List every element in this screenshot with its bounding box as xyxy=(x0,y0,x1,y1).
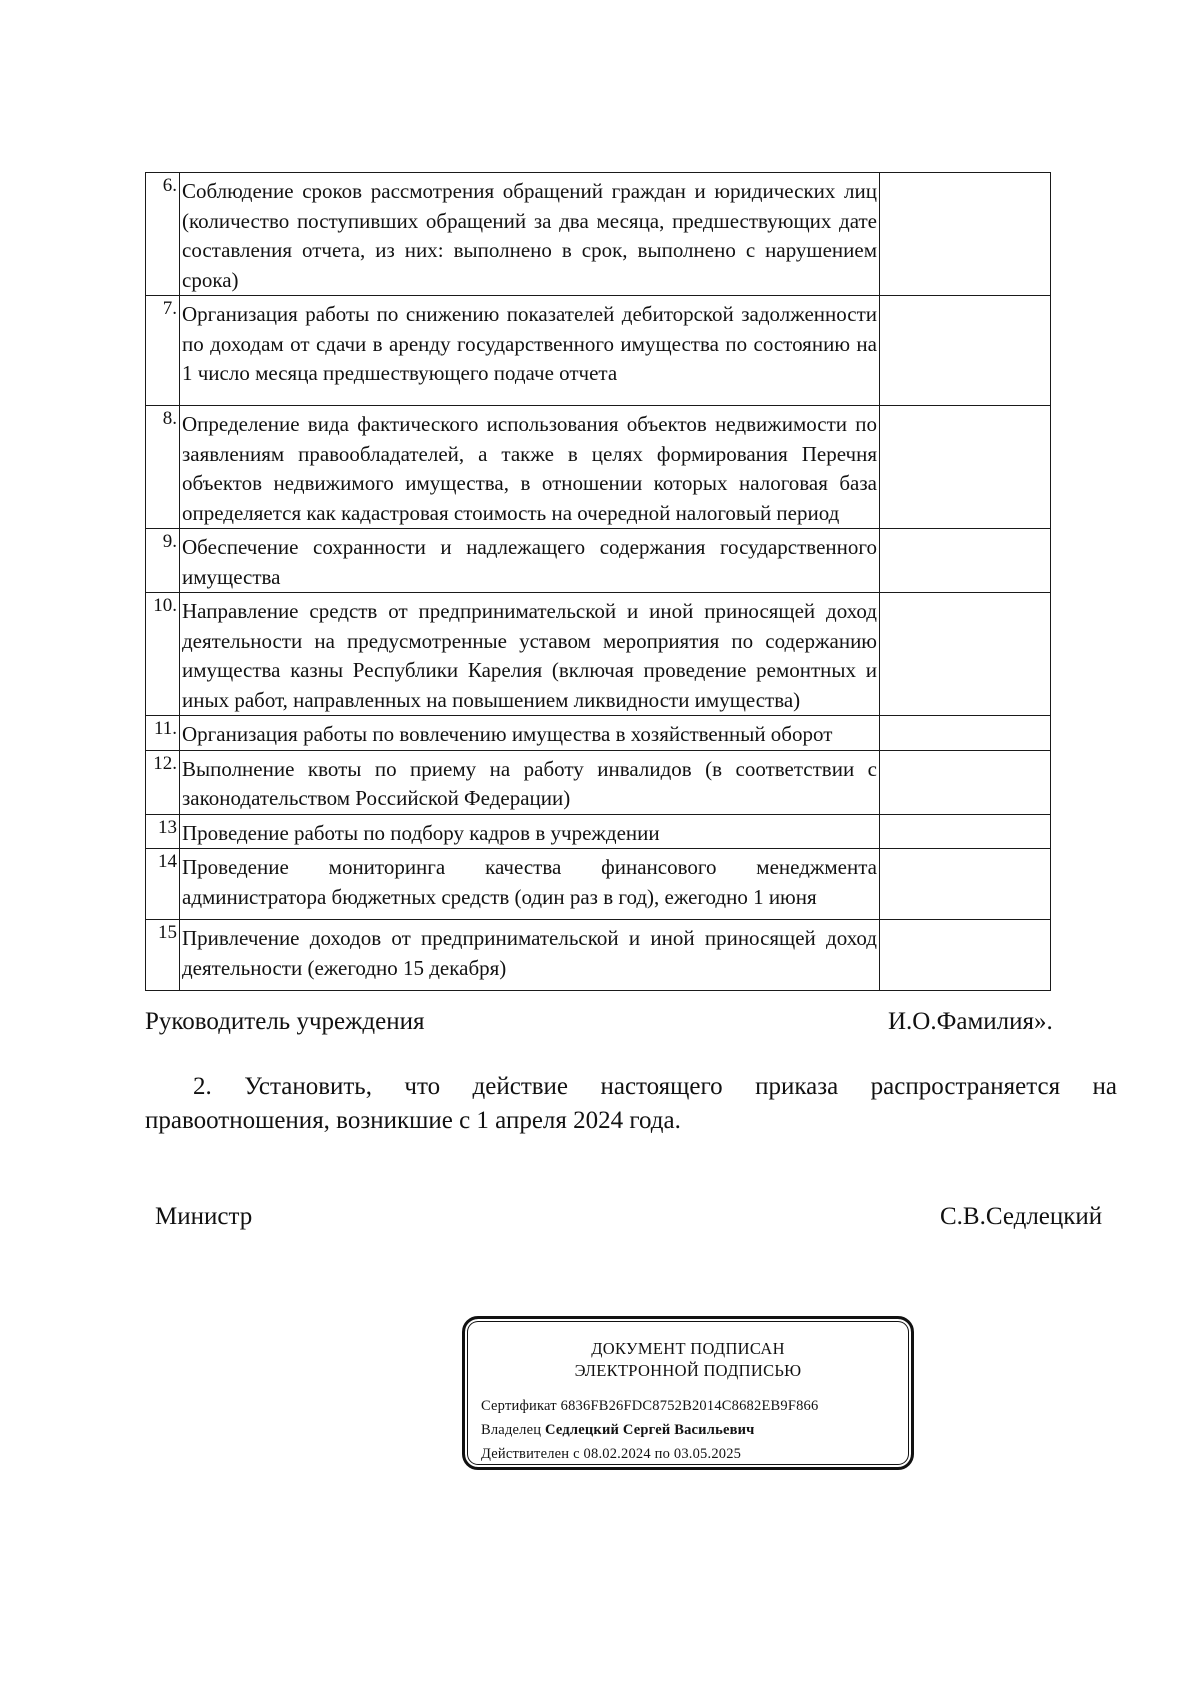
stamp-valid-to: 03.05.2025 xyxy=(673,1446,742,1462)
stamp-valid-to-label: по xyxy=(654,1446,671,1462)
row-text: Выполнение квоты по приему на работу инвалидов (в соответствии с законодательством Российской Федерации) xyxy=(180,750,880,814)
stamp-certificate-value: 6836FB26FDC8752B2014C8682EB9F866 xyxy=(560,1398,819,1414)
table-row xyxy=(146,750,1051,814)
table-row xyxy=(146,296,1051,406)
table-row xyxy=(146,849,1051,920)
table-row xyxy=(146,920,1051,991)
table-row xyxy=(146,529,1051,593)
row-value xyxy=(880,406,1051,529)
row-number: 8. xyxy=(146,406,180,529)
minister-label: Министр xyxy=(155,1203,253,1230)
row-number: 15 xyxy=(146,920,180,991)
stamp-owner-label: Владелец xyxy=(481,1422,542,1438)
row-number: 9. xyxy=(146,529,180,593)
stamp-certificate-row xyxy=(481,1398,818,1415)
table-row xyxy=(146,406,1051,529)
row-text: Организация работы по снижению показателей дебиторской задолженности по доходам от сдачи в аренду государственного имущества по состоянию на 1 число месяца предшествующего подаче отчета xyxy=(180,296,880,406)
row-number: 11. xyxy=(146,716,180,751)
row-number: 13 xyxy=(146,814,180,849)
row-number: 10. xyxy=(146,593,180,716)
order-paragraph-2: 2. Установить, что действие настоящего приказа распространяется на правоотношения, возникшие с 1 апреля 2024 года. xyxy=(145,1073,1117,1134)
row-value xyxy=(880,296,1051,406)
table-row xyxy=(146,593,1051,716)
row-number: 6. xyxy=(146,173,180,296)
row-value xyxy=(880,849,1051,920)
row-value xyxy=(880,750,1051,814)
row-number: 7. xyxy=(146,296,180,406)
row-value xyxy=(880,814,1051,849)
head-of-institution-label: Руководитель учреждения xyxy=(145,1008,425,1035)
stamp-validity-row xyxy=(481,1446,741,1463)
row-value xyxy=(880,593,1051,716)
row-text: Соблюдение сроков рассмотрения обращений граждан и юридических лиц (количество поступивших обращений за два месяца, предшествующих дате составления отчета, из них: выполнено в срок, выполнено с нарушением срока) xyxy=(180,173,880,296)
criteria-table xyxy=(145,172,1051,991)
stamp-title-line-1: ДОКУМЕНТ ПОДПИСАН xyxy=(591,1339,785,1358)
row-text: Проведение мониторинга качества финансового менеджмента администратора бюджетных средств (один раз в год), ежегодно 1 июня xyxy=(180,849,880,920)
row-text: Привлечение доходов от предпринимательской и иной приносящей доход деятельности (ежегодно 15 декабря) xyxy=(180,920,880,991)
row-text: Организация работы по вовлечению имущества в хозяйственный оборот xyxy=(180,716,880,751)
electronic-signature-stamp xyxy=(462,1316,914,1470)
row-text: Определение вида фактического использования объектов недвижимости по заявлениям правообладателей, а также в целях формирования Перечня объектов недвижимого имущества, в отношении которых налоговая база определяется как кадастровая стоимость на очередной налоговый период xyxy=(180,406,880,529)
row-value xyxy=(880,920,1051,991)
row-text: Проведение работы по подбору кадров в учреждении xyxy=(180,814,880,849)
row-value xyxy=(880,716,1051,751)
row-value xyxy=(880,173,1051,296)
row-number: 12. xyxy=(146,750,180,814)
minister-name: С.В.Седлецкий xyxy=(940,1203,1103,1230)
row-value xyxy=(880,529,1051,593)
stamp-valid-label: Действителен с xyxy=(481,1446,580,1462)
row-number: 14 xyxy=(146,849,180,920)
stamp-valid-from: 08.02.2024 xyxy=(583,1446,651,1462)
row-text: Обеспечение сохранности и надлежащего содержания государственного имущества xyxy=(180,529,880,593)
stamp-owner-row xyxy=(481,1422,755,1439)
stamp-certificate-label: Сертификат xyxy=(481,1398,557,1414)
criteria-table-body xyxy=(146,173,1051,991)
table-row xyxy=(146,814,1051,849)
row-text: Направление средств от предпринимательской и иной приносящей доход деятельности на предусмотренные уставом мероприятия по содержанию имущества казны Республики Карелия (включая проведение ремонтных и иных работ, направленных на повышением ликвидности имущества) xyxy=(180,593,880,716)
table-row xyxy=(146,173,1051,296)
table-row xyxy=(146,716,1051,751)
stamp-owner-value: Седлецкий Сергей Васильевич xyxy=(545,1422,755,1438)
head-of-institution-name: И.О.Фамилия». xyxy=(888,1008,1053,1035)
stamp-title-line-2: ЭЛЕКТРОННОЙ ПОДПИСЬЮ xyxy=(574,1361,802,1380)
